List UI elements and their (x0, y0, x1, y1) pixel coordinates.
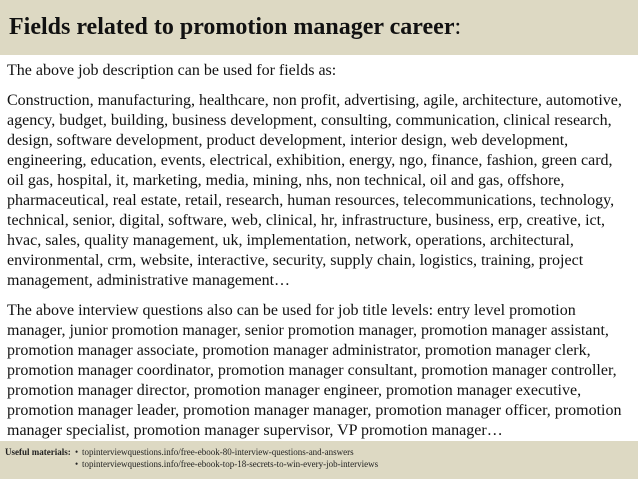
slide-body (7, 61, 633, 441)
footer-link-ebook-80[interactable] (75, 446, 378, 458)
slide-title (9, 13, 461, 41)
footer-link-text: topinterviewquestions.info/free-ebook-top-18-secrets-to-win-every-job-interviews (82, 459, 379, 469)
footer-links (75, 446, 378, 470)
footer-link-text: topinterviewquestions.info/free-ebook-80-interview-questions-and-answers (82, 447, 354, 457)
intro-paragraph: The above job description can be used for fields as: (7, 62, 337, 79)
slide-title-suffix: : (454, 14, 462, 40)
footer-label: Useful materials: (5, 447, 71, 457)
slide-title-text: Fields related to promotion manager career (9, 14, 455, 40)
fields-paragraph: Construction, manufacturing, healthcare, non profit, advertising, agile, architecture, automotive, agency, budget, building, business development, consulting, communication, clinical research, design, software development, product development, interior design, web development, engineering, education, events, electrical, exhibition, energy, ngo, finance, fashion, green card, oil gas, hospital, it, marketing, media, mining, nhs, non technical, oil and gas, offshore, pharmaceutical, real estate, retail, research, human resources, telecommunications, technology, technical, senior, digital, software, web, clinical, hr, infrastructure, business, erp, creative, ict, hvac, sales, quality management, uk, implementation, network, operations, architectural, environmental, crm, website, interactive, security, supply chain, logistics, training, project management, administrative management… (7, 92, 622, 289)
bullet-icon: • (75, 459, 79, 469)
footer-link-ebook-18[interactable] (75, 458, 378, 470)
bullet-icon: • (75, 447, 79, 457)
job-levels-paragraph: The above interview questions also can be used for job title levels: entry level promotion manager, junior promotion manager, senior promotion manager, promotion manager assistant, promotion manager associate, promotion manager administrator, promotion manager clerk, promotion manager coordinator, promotion manager consultant, promotion manager controller, promotion manager director, promotion manager engineer, promotion manager executive, promotion manager leader, promotion manager manager, promotion manager officer, promotion manager specialist, promotion manager supervisor, VP promotion manager… (7, 302, 622, 439)
slide-footer (0, 441, 638, 479)
slide-header (0, 0, 638, 55)
